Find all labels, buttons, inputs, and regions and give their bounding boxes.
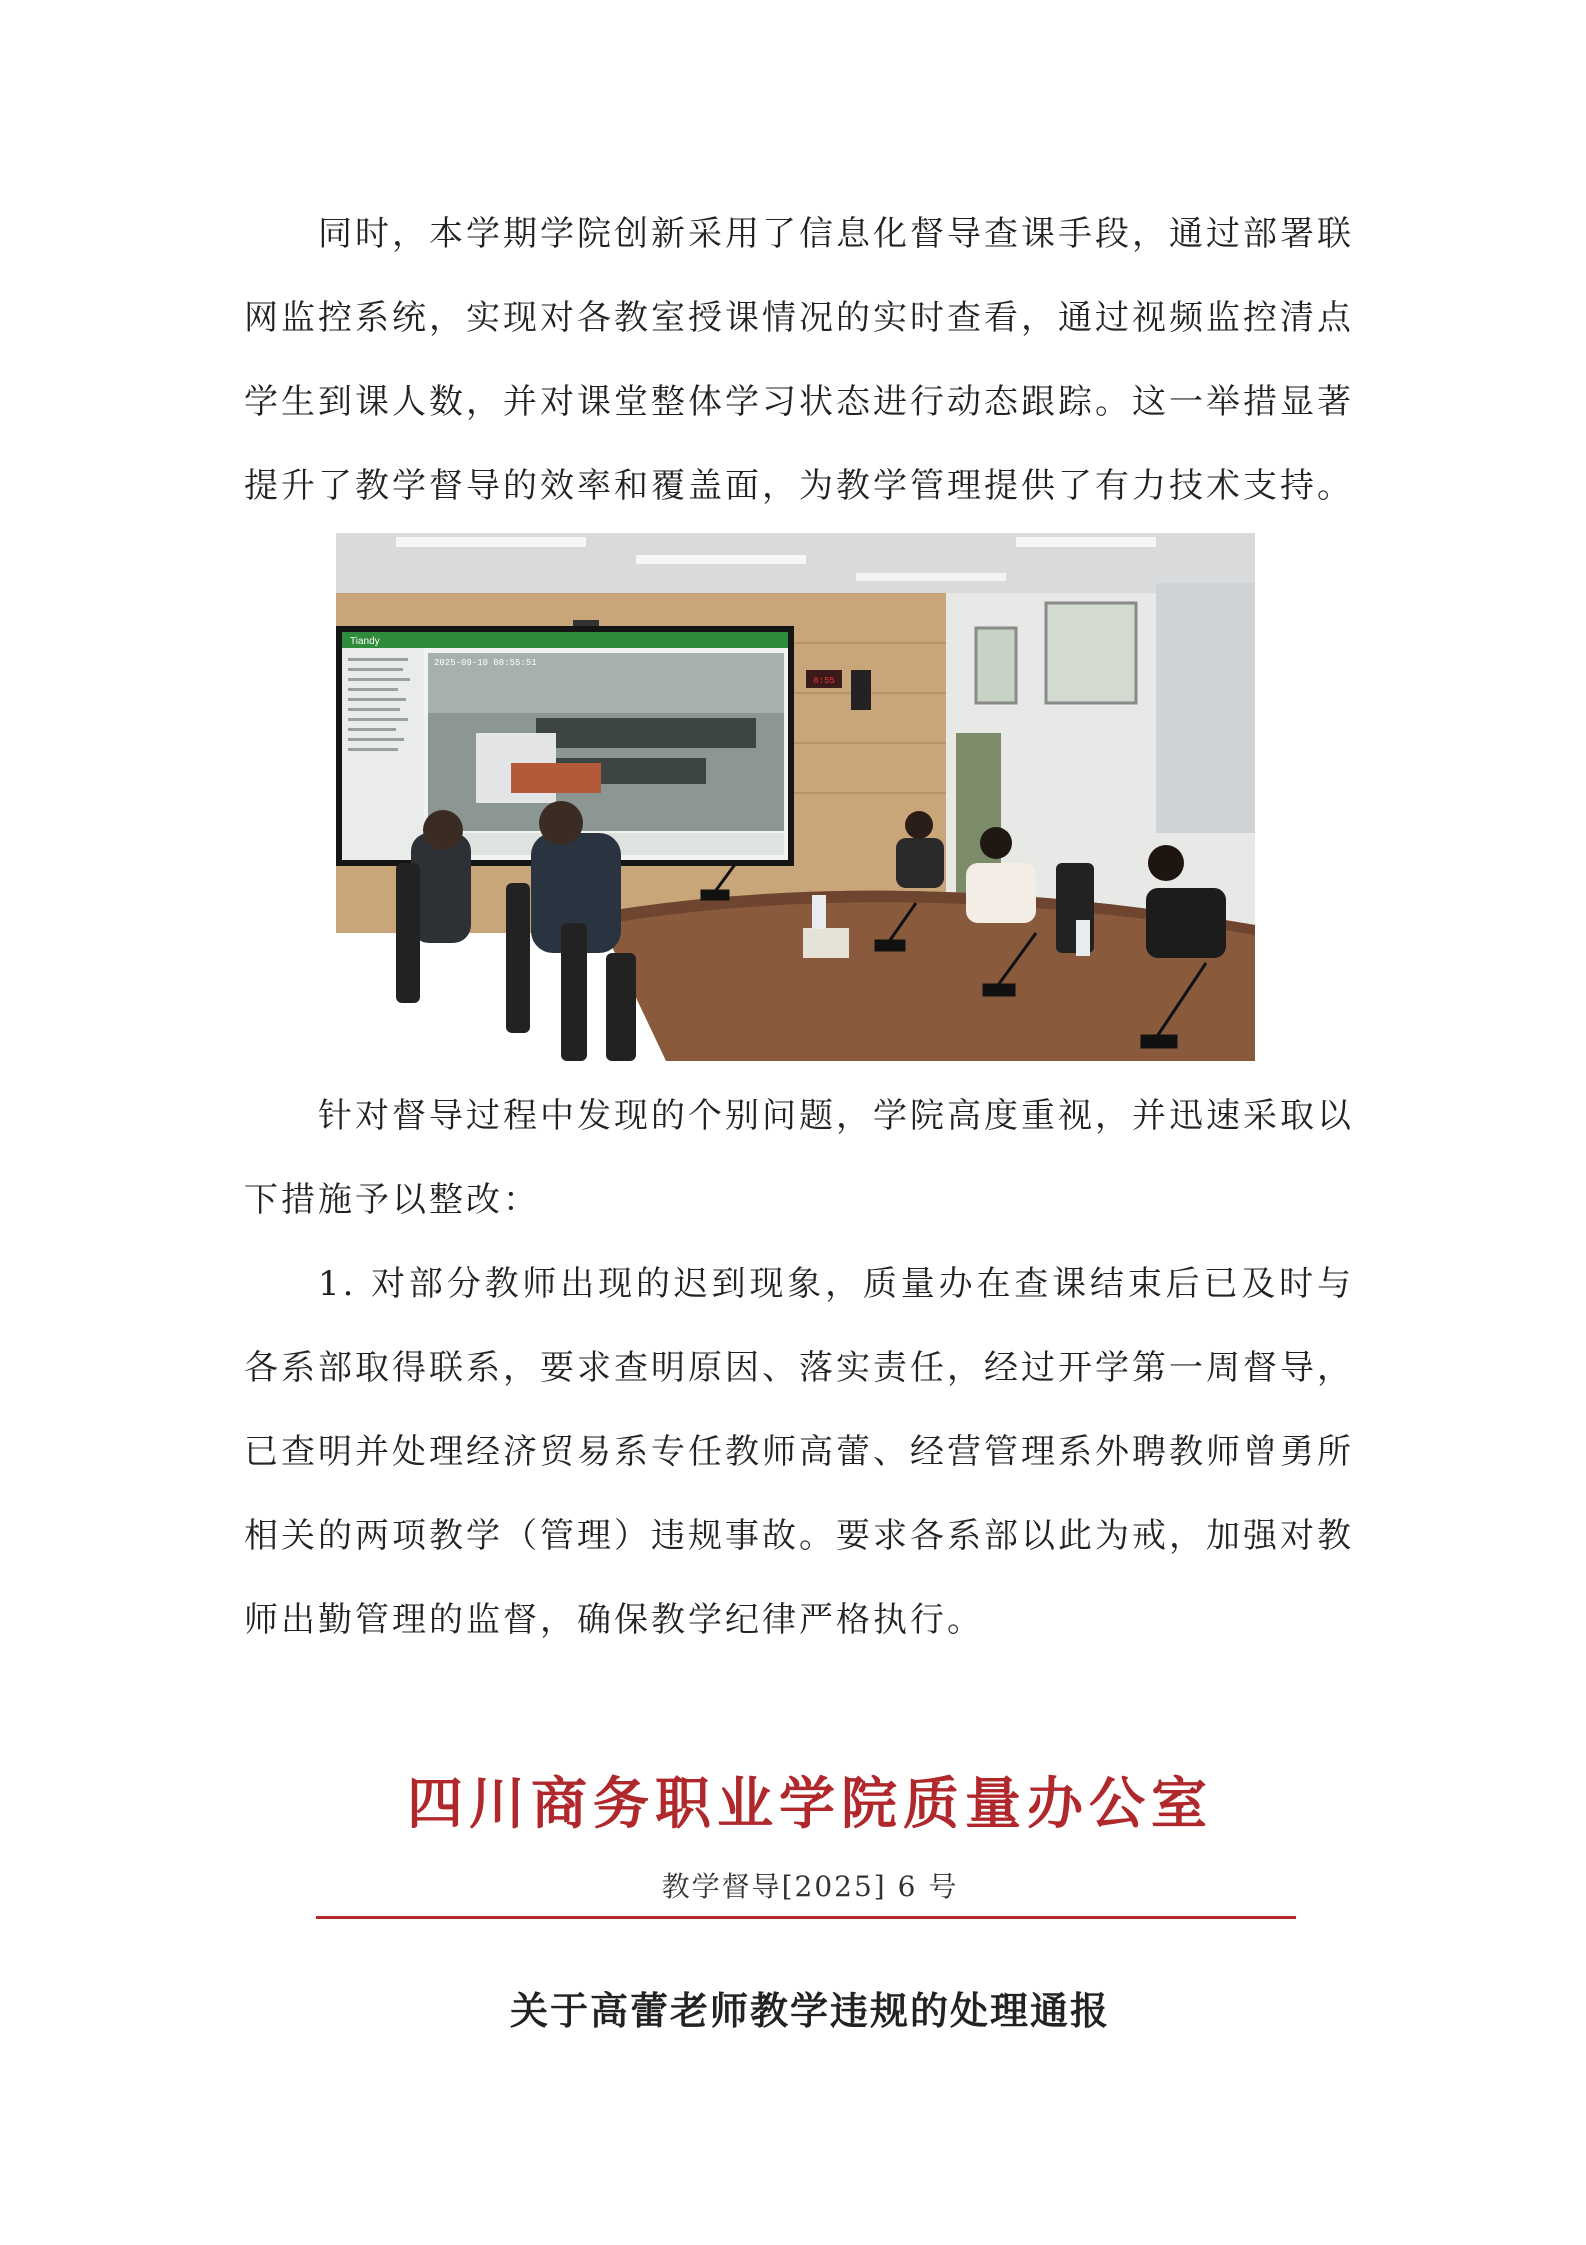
paragraph-informatized-supervision: 同时，本学期学院创新采用了信息化督导查课手段，通过部署联网监控系统，实现对各教室授课情况的实时查看，通过视频监控清点学生到课人数，并对课堂整体学习状态进行动态跟踪。这一举措显著提升了教学督导的效率和覆盖面，为教学管理提供了有力技术支持。 [244,214,1354,506]
notice-doc-number: 教学督导[2025] 6 号 [661,1870,959,1903]
meeting-room-photo [336,533,1255,1061]
notice-red-rule [316,1916,1296,1919]
paragraph-rectification-intro: 针对督导过程中发现的个别问题，学院高度重视，并迅速采取以下措施予以整改： [244,1096,1354,1220]
monitor-header-bar [342,632,788,648]
notice-document-image [300,1660,1320,2060]
notice-title: 四川商务职业学院质量办公室 [407,1771,1213,1837]
paragraph-measure-1: 1. 对部分教师出现的迟到现象，质量办在查课结束后已及时与各系部取得联系，要求查明原因、落实责任，经过开学第一周督导，已查明并处理经济贸易系专任教师高蕾、经营管理系外聘教师曾勇所相关的两项教学（管理）违规事故。要求各系部以此为戒，加强对教师出勤管理的监督，确保教学纪律严格执行。 [244,1264,1354,1640]
monitor-timestamp: 2025-09-10 08:55:51 [434,658,537,668]
notice-subtitle: 关于高蕾老师教学违规的处理通报 [509,1988,1110,2033]
monitor-brand: Tiandy [350,636,380,647]
svg-text:8:55: 8:55 [813,676,835,686]
